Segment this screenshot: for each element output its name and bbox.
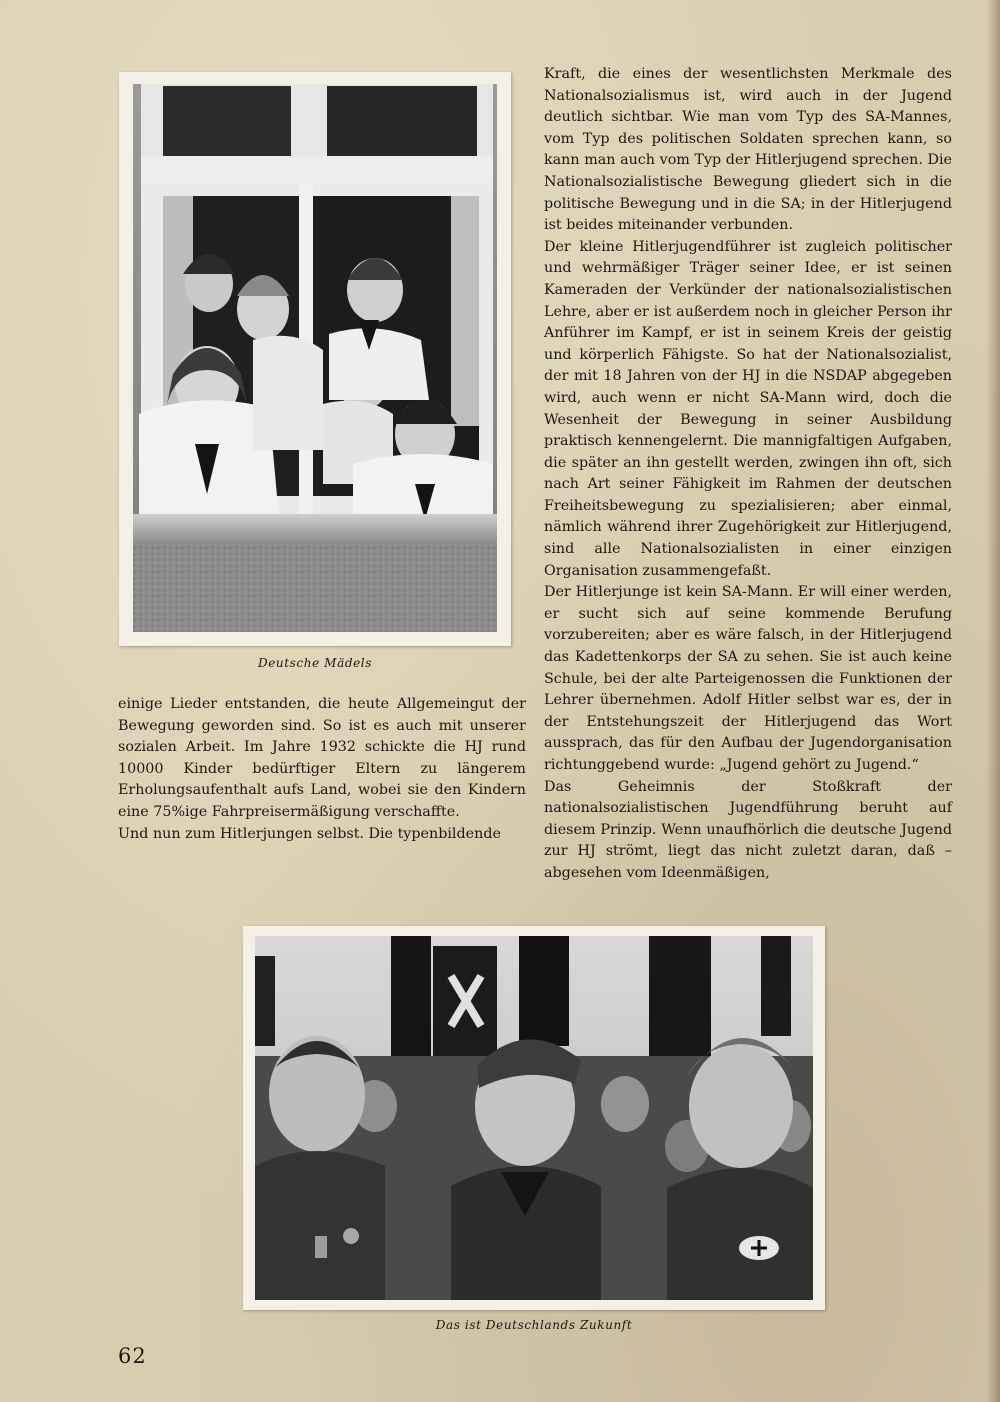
right-paragraph-2: Der kleine Hitlerjugendführer ist zugleich politischer und wehrmäßiger Träger seiner Idee, er ist seinen Kameraden der Verkünder der nationalsozialistischen Lehre, aber er ist außerdem noch in gleicher Person ihr Anführer im Kampf, er ist in seinem Kreis der geistig und körperlich Fähigste. So hat der Nationalsozialist, der mit 18 Jahren von der HJ in die NSDAP abgegeben wird, auch wenn er nicht SA-Mann wird, doch die Wesenheit der Bewegung in seiner Ausbildung praktisch kennengelernt. Die mannigfaltigen Aufgaben, die später an ihn gestellt werden, zwingen ihn oft, sich nach Art seiner Fähigkeit im Rahmen der deutschen Freiheitsbewegung zu spezialisieren; aber einmal, nämlich während ihrer Zugehörigkeit zur Hitlerjugend, sind alle Nationalsozialisten in einer einzigen Organisation zusammengefaßt. <box>544 238 952 579</box>
photo-girls-at-window <box>133 84 497 632</box>
right-column-text <box>544 64 952 885</box>
right-paragraph-4: Das Geheimnis der Stoßkraft der nationalsozialistischen Jugendführung beruht auf diesem Prinzip. Wenn unaufhörlich die deutsche Jugend zur HJ strömt, liegt das nicht zuletzt daran, daß – abgesehen vom Ideenmäßigen, <box>544 778 952 881</box>
photo-boys-with-flags <box>255 936 813 1300</box>
photo-girls-mount <box>119 72 511 646</box>
right-paragraph-1: Kraft, die eines der wesentlichsten Merkmale des Nationalsozialismus ist, wird auch in der Jugend deutlich sichtbar. Wie man vom Typ des SA-Mannes, vom Typ des politischen Soldaten sprechen kann, so kann man auch vom Typ der Hitlerjugend sprechen. Die Nationalsozialistische Bewegung gliedert sich in die politische Bewegung und in die SA; in der Hitlerjugend ist beides miteinander verbunden. <box>544 66 952 234</box>
left-paragraph-2: Und nun zum Hitlerjungen selbst. Die typenbildende <box>118 825 501 842</box>
right-paragraph-3: Der Hitlerjunge ist kein SA-Mann. Er will einer werden, er sucht sich auf seine kommende Berufung vorzubereiten; aber es wäre falsch, in der Hitlerjugend das Kadettenkorps der SA zu sehen. Sie ist auch keine Schule, bei der alte Parteigenossen die Funktionen der Lehrer übernehmen. Adolf Hitler selbst war es, der in der Entstehungszeit der Hitlerjugend das Wort aussprach, das für den Aufbau der Jugendorganisation richtunggebend wurde: „Jugend gehört zu Jugend.“ <box>544 584 952 773</box>
photo-girls-caption: Deutsche Mädels <box>257 656 373 670</box>
photo-boys-mount <box>243 926 825 1310</box>
page-number: 62 <box>118 1344 147 1368</box>
left-paragraph-1: einige Lieder entstanden, die heute Allgemeingut der Bewegung geworden sind. So ist es auch mit unserer sozialen Arbeit. Im Jahre 1932 schickte die HJ rund 10000 Kinder bedürftiger Eltern zu längerem Erholungsaufenthalt aufs Land, wobei sie den Kindern eine 75%ige Fahrpreisermäßigung verschaffte. <box>118 696 526 820</box>
page-edge-shadow <box>986 0 1000 1402</box>
photo-boys-caption: Das ist Deutschlands Zukunft <box>435 1318 633 1332</box>
left-column-text <box>118 694 526 845</box>
